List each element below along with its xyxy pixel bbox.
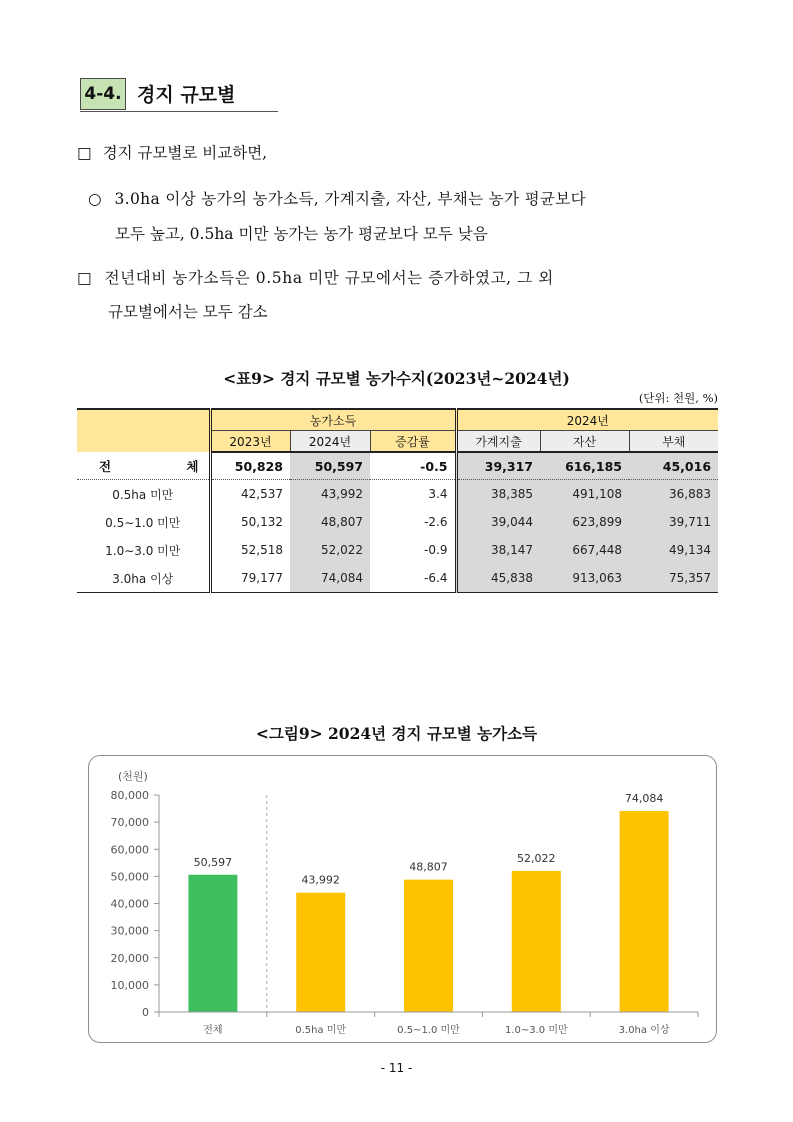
table-row [77, 564, 718, 593]
square-bullet-icon: □ [77, 269, 92, 287]
section-underline [80, 111, 278, 112]
income-bar-chart [88, 755, 717, 1043]
col-header: 증감률 [370, 431, 456, 453]
table-cell: 52,518 [210, 536, 290, 564]
table-cell: 39,044 [456, 508, 540, 536]
bar [404, 880, 453, 1012]
table-row [77, 508, 718, 536]
y-tick-label: 40,000 [110, 897, 149, 911]
table-cell: 52,022 [290, 536, 370, 564]
table-row [77, 480, 718, 509]
bullet-2-cont [115, 224, 488, 244]
farm-income-table [77, 408, 718, 593]
y-tick-label: 20,000 [110, 951, 149, 965]
col-header: 가계지출 [456, 431, 540, 453]
row-label: 1.0∼3.0 미만 [105, 543, 181, 558]
table-cell: 50,597 [290, 452, 370, 480]
table-cell: 491,108 [540, 480, 629, 509]
x-tick-label: 0.5~1.0 미만 [397, 1025, 460, 1036]
table-cell: -0.9 [424, 543, 448, 557]
x-tick-label: 1.0~3.0 미만 [504, 1025, 568, 1036]
data-label: 43,992 [301, 873, 340, 887]
table-cell: 3.4 [428, 487, 448, 501]
table-cell: 48,807 [290, 508, 370, 536]
table-cell: 45,016 [629, 452, 718, 480]
table-cell: 43,992 [290, 480, 370, 509]
section-number: 4-4. [80, 78, 126, 110]
table-cell: 36,883 [629, 480, 718, 509]
bullet-1 [77, 143, 267, 163]
y-tick-label: 70,000 [110, 816, 149, 830]
table-cell: 49,134 [629, 536, 718, 564]
table-cell: 39,711 [629, 508, 718, 536]
table-header-row [77, 409, 718, 431]
bar [296, 893, 345, 1012]
table-cell: 42,537 [210, 480, 290, 509]
table-cell: 667,448 [540, 536, 629, 564]
table-cell: 79,177 [210, 564, 290, 593]
y-tick-label: 30,000 [110, 924, 149, 938]
circle-bullet-icon: ○ [88, 190, 102, 208]
row-label: 전 체 [77, 452, 210, 480]
bars [188, 792, 668, 1012]
page-number: - 11 - [380, 1061, 413, 1075]
x-tick-label: 전체 [203, 1025, 223, 1036]
table-cell: 616,185 [540, 452, 629, 480]
y-tick-label: 80,000 [110, 789, 149, 802]
row-label: 0.5ha 미만 [112, 487, 174, 502]
table-cell: 50,132 [210, 508, 290, 536]
y-tick-label: 10,000 [110, 978, 149, 992]
data-label: 48,807 [409, 860, 448, 874]
row-label: 3.0ha 이상 [77, 564, 210, 593]
col-group-income: 농가소득 [210, 409, 456, 431]
table-cell: 38,385 [456, 480, 540, 509]
table-cell: 45,838 [456, 564, 540, 593]
table-cell: 623,899 [540, 508, 629, 536]
table-unit: (단위: 천원, %) [638, 391, 718, 405]
bar [188, 875, 237, 1012]
bullet-text: 3.0ha 이상 농가의 농가소득, 가계지출, 자산, 부채는 농가 평균보다 [114, 190, 586, 208]
table-cell: -2.6 [424, 515, 448, 529]
col-header: 2024년 [290, 431, 370, 453]
bullet-3-cont [108, 302, 268, 322]
y-tick-label: 50,000 [110, 870, 149, 884]
x-tick-label: 0.5ha 미만 [295, 1025, 347, 1036]
figure-title: <그림9> 2024년 경지 규모별 농가소득 [255, 724, 538, 743]
y-axis-label: (천원) [118, 770, 148, 783]
bullet-text: 모두 높고, 0.5ha 미만 농가는 농가 평균보다 모두 낮음 [115, 225, 488, 243]
data-label: 52,022 [517, 851, 556, 865]
data-label: 74,084 [624, 792, 664, 806]
bar [620, 811, 669, 1012]
bullet-3 [77, 268, 554, 288]
col-header: 부채 [629, 431, 718, 453]
square-bullet-icon: □ [77, 144, 92, 162]
table-cell: 39,317 [456, 452, 540, 480]
bullet-text: 경지 규모별로 비교하면, [102, 144, 268, 162]
table-cell: -6.4 [370, 564, 456, 593]
col-header: 2023년 [210, 431, 290, 453]
bullet-2 [88, 189, 586, 209]
bullet-text: 전년대비 농가소득은 0.5ha 미만 규모에서는 증가하였고, 그 외 [104, 269, 554, 287]
table-cell: 74,084 [290, 564, 370, 593]
table-cell: -0.5 [370, 452, 456, 480]
col-header: 자산 [540, 431, 629, 453]
table-cell: 50,828 [210, 452, 290, 480]
col-group-2024: 2024년 [456, 409, 718, 431]
data-label: 50,597 [193, 855, 233, 869]
table-row [77, 536, 718, 564]
bar [512, 871, 561, 1012]
table-cell: 75,357 [629, 564, 718, 593]
table-row-total [77, 452, 718, 480]
row-label: 0.5∼1.0 미만 [105, 515, 181, 530]
x-tick-label: 3.0ha 이상 [618, 1025, 670, 1036]
section-title: 경지 규모별 [137, 84, 236, 106]
bullet-text: 규모별에서는 모두 감소 [108, 303, 268, 321]
y-tick-label: 60,000 [110, 843, 149, 857]
table-title: <표9> 경지 규모별 농가수지(2023년~2024년) [223, 369, 570, 388]
table-cell: 913,063 [540, 564, 629, 593]
table-corner [77, 409, 210, 452]
table-cell: 38,147 [456, 536, 540, 564]
y-axis [111, 789, 160, 1019]
y-tick-label: 0 [142, 1006, 149, 1019]
